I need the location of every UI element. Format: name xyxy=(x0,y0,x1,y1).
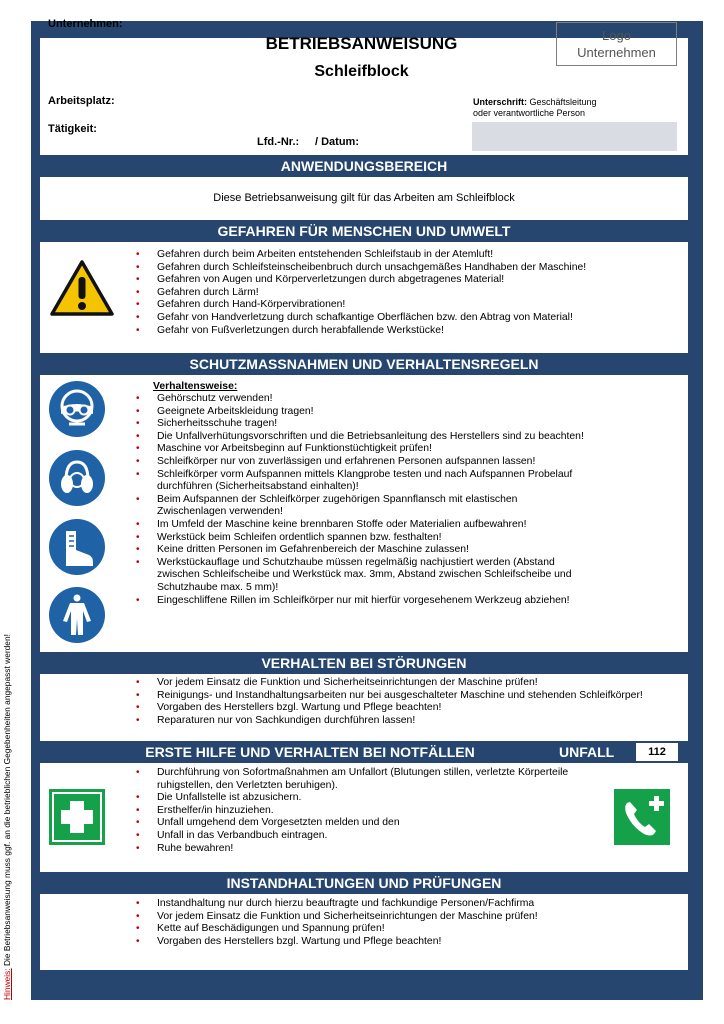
number-label: Lfd.-Nr.: xyxy=(257,136,300,148)
header xyxy=(40,18,688,153)
date-label: / Datum: xyxy=(315,136,359,148)
list-item: • Gefahren durch beim Arbeiten entstehenden Schleifstaub in der Atemluft! xyxy=(132,249,672,262)
section-heading-firstaid-row xyxy=(40,741,688,763)
signature-label-block xyxy=(473,97,597,119)
section-heading-scope: ANWENDUNGSBEREICH xyxy=(40,155,688,177)
list-item: • Reparaturen nur von Sachkundigen durchführen lassen! xyxy=(132,715,672,728)
signature-text1: Geschäftsleitung xyxy=(527,97,597,107)
list-item: • Beim Aufspannen der Schleifkörper zugehörigen Spannflansch mit elastischen Zwischenlagen verwenden! xyxy=(132,494,587,519)
section-heading-hazards: GEFAHREN FÜR MENSCHEN UND UMWELT xyxy=(40,220,688,242)
list-item: • Die Unfallverhütungsvorschriften und die Betriebsanleitung des Herstellers sind zu beachten! xyxy=(132,431,587,444)
hazard-list xyxy=(132,249,672,337)
list-item: • Instandhaltung nur durch hierzu beauftragte und fachkundige Personen/Fachfirma xyxy=(132,898,672,911)
section-hazards xyxy=(40,242,688,353)
list-item: • Vorgaben des Herstellers bzgl. Wartung und Pflege beachten! xyxy=(132,702,672,715)
protective-clothing-icon xyxy=(49,587,105,643)
list-item: • Ersthelfer/in hinzuziehen. xyxy=(132,805,582,818)
list-item: • Unfall in das Verbandbuch eintragen. xyxy=(132,830,582,843)
company-logo-placeholder xyxy=(556,22,677,66)
list-item: • Gefahr von Handverletzung durch schafkantige Oberflächen bzw. den Abtrag von Material! xyxy=(132,312,672,325)
firstaid-list xyxy=(132,767,582,855)
side-note-label: Hinweis: xyxy=(2,968,12,1000)
list-item: • Werkstückauflage und Schutzhaube müssen regelmäßig nachjustiert werden (Abstand zwischen Schleifscheibe und Werkstück max. 3mm, Abstand zwischen Schleifscheibe und Schutzhaube max. 5 mm)! xyxy=(132,557,587,595)
scope-text: Diese Betriebsanweisung gilt für das Arbeiten am Schleifblock xyxy=(213,192,515,204)
list-item: • Keine dritten Personen im Gefahrenbereich der Maschine zulassen! xyxy=(132,544,587,557)
list-item: • Vor jedem Einsatz die Funktion und Sicherheitseinrichtungen der Maschine prüfen! xyxy=(132,677,672,690)
signature-field[interactable] xyxy=(472,122,677,151)
maintenance-list xyxy=(132,898,672,948)
company-label: Unternehmen: xyxy=(48,18,123,30)
logo-line2: Unternehmen xyxy=(577,45,656,60)
list-item: • Werkstück beim Schleifen ordentlich spannen bzw. festhalten! xyxy=(132,532,587,545)
list-item: • Gefahren von Augen und Körperverletzungen durch abgetragenes Material! xyxy=(132,274,672,287)
document-body xyxy=(40,18,688,970)
signature-text2: oder verantwortliche Person xyxy=(473,108,586,118)
list-item: • Die Unfallstelle ist abzusichern. xyxy=(132,792,582,805)
protection-subheading: Verhaltensweise: xyxy=(153,381,238,392)
list-item: • Gefahren durch Lärm! xyxy=(132,287,672,300)
list-item: • Sicherheitsschuhe tragen! xyxy=(132,418,587,431)
section-heading-firstaid: ERSTE HILFE UND VERHALTEN BEI NOTFÄLLEN xyxy=(145,744,475,760)
list-item: • Im Umfeld der Maschine keine brennbaren Stoffe oder Materialien aufbewahren! xyxy=(132,519,587,532)
activity-label: Tätigkeit: xyxy=(48,123,97,135)
eye-protection-icon xyxy=(49,381,105,437)
section-maintenance xyxy=(40,894,688,970)
warning-triangle-icon xyxy=(49,259,115,317)
section-faults xyxy=(40,674,688,741)
section-protection xyxy=(40,375,688,652)
section-heading-maintenance: INSTANDHALTUNGEN UND PRÜFUNGEN xyxy=(40,872,688,894)
section-heading-protection: SCHUTZMASSNAHMEN UND VERHALTENSREGELN xyxy=(40,353,688,375)
list-item: • Gefahren durch Hand-Körpervibrationen! xyxy=(132,299,672,312)
document-title: BETRIEBSANWEISUNG xyxy=(265,34,458,53)
emergency-phone-icon xyxy=(614,789,670,845)
unfall-label: UNFALL xyxy=(559,744,615,760)
list-item: • Ruhe bewahren! xyxy=(132,843,582,856)
list-item: • Vorgaben des Herstellers bzgl. Wartung und Pflege beachten! xyxy=(132,936,672,949)
list-item: • Durchführung von Sofortmaßnahmen am Unfallort (Blutungen stillen, verletzte Körperteile ruhigstellen, den Verletzten beruhigen). xyxy=(132,767,582,792)
side-note xyxy=(2,580,14,1000)
workplace-label: Arbeitsplatz: xyxy=(48,95,115,107)
emergency-number: 112 xyxy=(636,743,678,761)
list-item: • Vor jedem Einsatz die Funktion und Sicherheitseinrichtungen der Maschine prüfen! xyxy=(132,911,672,924)
list-item: • Gehörschutz verwenden! xyxy=(132,393,587,406)
side-note-text: Die Betriebsanweisung muss ggf. an die betrieblichen Gegebenheiten angepasst werden! xyxy=(2,634,12,969)
list-item: • Gefahren durch Schleifsteinscheibenbruch durch unsachgemäßes Handhaben der Maschine! xyxy=(132,262,672,275)
ear-protection-icon xyxy=(49,450,105,506)
safety-boots-icon xyxy=(49,519,105,575)
list-item: • Unfall umgehend dem Vorgesetzten melden und den xyxy=(132,817,582,830)
logo-line1: Logo xyxy=(602,28,631,43)
list-item: • Reinigungs- und Instandhaltungsarbeiten nur bei ausgeschalteter Maschine und stehenden Schleifkörper! xyxy=(132,690,672,703)
list-item: • Eingeschliffene Rillen im Schleifkörper nur mit hierfür vorgesehenem Werkzeug abziehen! xyxy=(132,595,587,608)
faults-list xyxy=(132,677,672,727)
list-item: • Kette auf Beschädigungen und Spannung prüfen! xyxy=(132,923,672,936)
list-item: • Schleifkörper nur von zuverlässigen und erfahrenen Personen aufspannen lassen! xyxy=(132,456,587,469)
section-heading-faults: VERHALTEN BEI STÖRUNGEN xyxy=(40,652,688,674)
section-scope xyxy=(40,177,688,220)
section-firstaid xyxy=(40,763,688,872)
list-item: • Geeignete Arbeitskleidung tragen! xyxy=(132,406,587,419)
list-item: • Gefahr von Fußverletzungen durch herabfallende Werkstücke! xyxy=(132,325,672,338)
protection-list xyxy=(132,393,587,607)
list-item: • Maschine vor Arbeitsbeginn auf Funktionstüchtigkeit prüfen! xyxy=(132,443,587,456)
list-item: • Schleifkörper vorm Aufspannen mittels Klangprobe testen und nach Aufspannen Probelauf durchführen (Sicherheitsabstand einhalten)! xyxy=(132,469,587,494)
document-subtitle: Schleifblock xyxy=(314,63,409,80)
signature-label: Unterschrift: xyxy=(473,97,528,107)
first-aid-icon xyxy=(49,789,105,845)
